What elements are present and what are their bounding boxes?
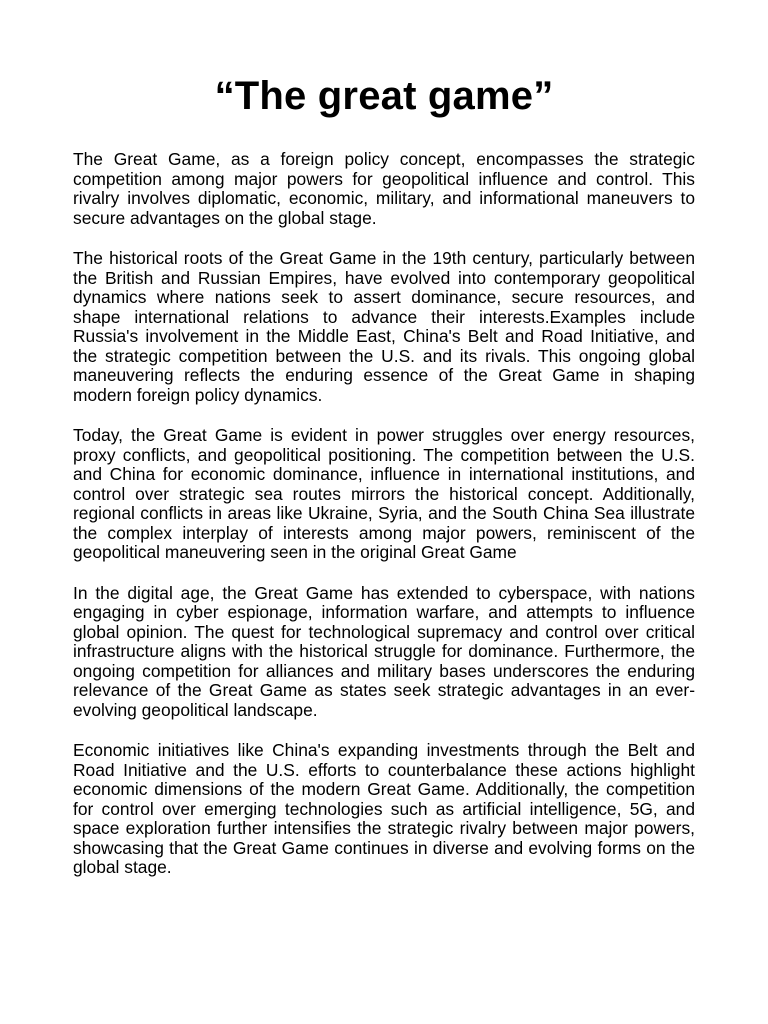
document-body (73, 150, 695, 899)
paragraph-today: Today, the Great Game is evident in power struggles over energy resources, proxy conflicts, and geopolitical positioning. The competition between the U.S. and China for economic dominance, influence in international institutions, and control over strategic sea routes mirrors the historical concept. Additionally, regional conflicts in areas like Ukraine, Syria, and the South China Sea illustrate the complex interplay of interests among major powers, reminiscent of the geopolitical maneuvering seen in the original Great Game (73, 425, 695, 562)
paragraph-historical-roots: The historical roots of the Great Game in the 19th century, particularly between the British and Russian Empires, have evolved into contemporary geopolitical dynamics where nations seek to assert dominance, secure resources, and shape international relations to advance their interests.Examples include Russia's involvement in the Middle East, China's Belt and Road Initiative, and the strategic competition between the U.S. and its rivals. This ongoing global maneuvering reflects the enduring essence of the Great Game in shaping modern foreign policy dynamics. (73, 248, 695, 405)
page-title: “The great game” (214, 74, 554, 118)
paragraph-digital-age: In the digital age, the Great Game has extended to cyberspace, with nations engaging in cyber espionage, information warfare, and attempts to influence global opinion. The quest for technological supremacy and control over critical infrastructure aligns with the historical struggle for dominance. Furthermore, the ongoing competition for alliances and military bases underscores the enduring relevance of the Great Game as states seek strategic advantages in an ever-evolving geopolitical landscape. (73, 582, 695, 720)
paragraph-economic-initiatives: Economic initiatives like China's expanding investments through the Belt and Road Initiative and the U.S. efforts to counterbalance these actions highlight economic dimensions of the modern Great Game. Additionally, the competition for control over emerging technologies such as artificial intelligence, 5G, and space exploration further intensifies the strategic rivalry between major powers, showcasing that the Great Game continues in diverse and evolving forms on the global stage. (73, 740, 695, 877)
paragraph-intro: The Great Game, as a foreign policy concept, encompasses the strategic competition among major powers for geopolitical influence and control. This rivalry involves diplomatic, economic, military, and informational maneuvers to secure advantages on the global stage. (73, 149, 695, 228)
